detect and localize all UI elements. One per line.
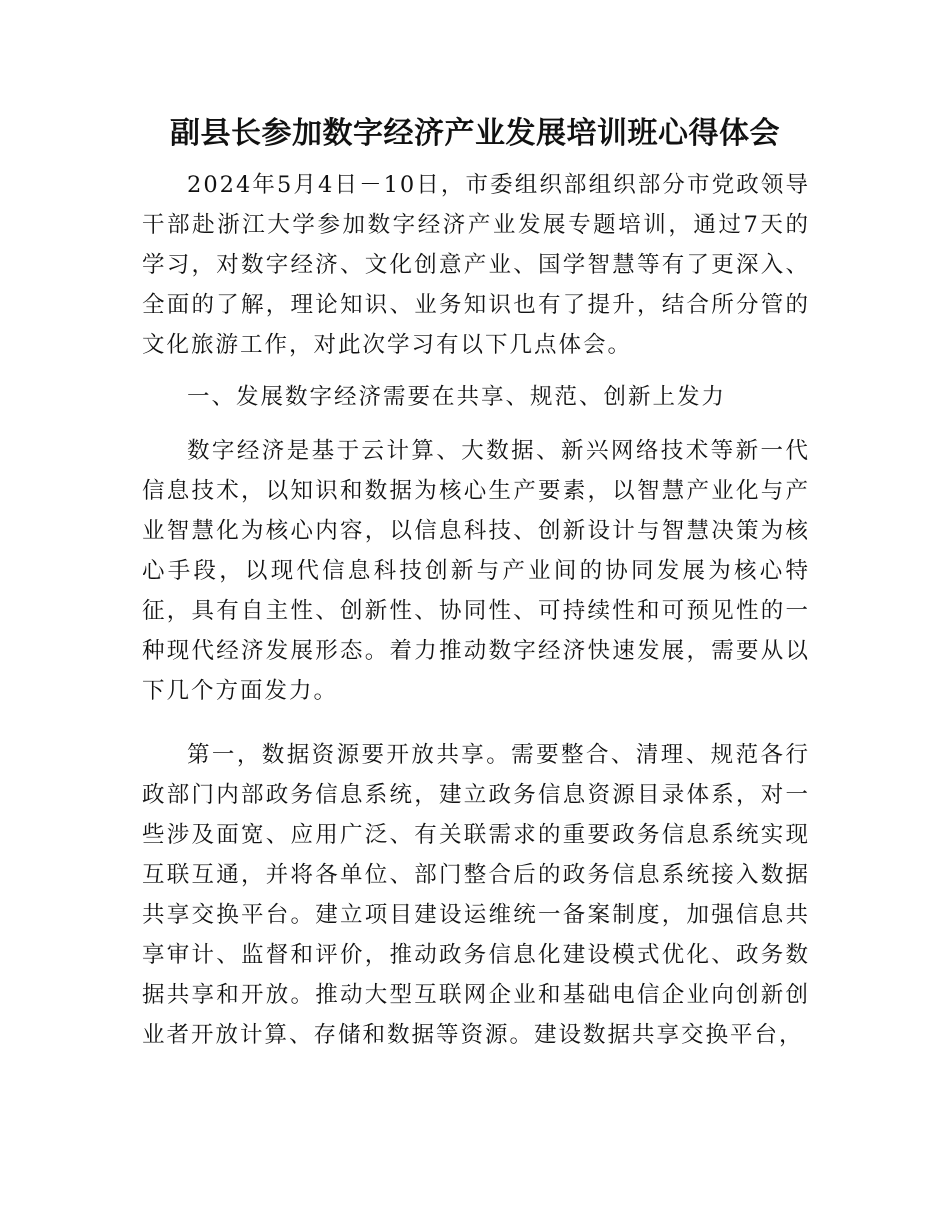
paragraph-data-sharing: 第一，数据资源要开放共享。需要整合、清理、规范各行政部门内部政务信息系统，建立政务信息资源目录体系，对一些涉及面宽、应用广泛、有关联需求的重要政务信息系统实现互联互通，并将各单位、部门整合后的政务信息系统接入数据共享交换平台。建立项目建设运维统一备案制度，加强信息共享审计、监督和评价，推动政务信息化建设模式优化、政务数据共享和开放。推动大型互联网企业和基础电信企业向创新创业者开放计算、存储和数据等资源。建设数据共享交换平台， (142, 742, 810, 1048)
document-title: 副县长参加数字经济产业发展培训班心得体会 (170, 116, 780, 151)
paragraph-digital-economy: 数字经济是基于云计算、大数据、新兴网络技术等新一代信息技术，以知识和数据为核心生产要素，以智慧产业化与产业智慧化为核心内容，以信息科技、创新设计与智慧决策为核心手段，以现代信息科技创新与产业间的协同发展为核心特征，具有自主性、创新性、协同性、可持续性和可预见性的一种现代经济发展形态。着力推动数字经济快速发展，需要从以下几个方面发力。 (142, 438, 810, 704)
paragraph-intro: 2024年5月4日－10日，市委组织部组织部分市党政领导干部赴浙江大学参加数字经济产业发展专题培训，通过7天的学习，对数字经济、文化创意产业、国学智慧等有了更深入、全面的了解，理论知识、业务知识也有了提升，结合所分管的文化旅游工作，对此次学习有以下几点体会。 (142, 172, 810, 358)
document-body (142, 165, 810, 1055)
section-heading: 一、发展数字经济需要在共享、规范、创新上发力 (187, 384, 727, 410)
